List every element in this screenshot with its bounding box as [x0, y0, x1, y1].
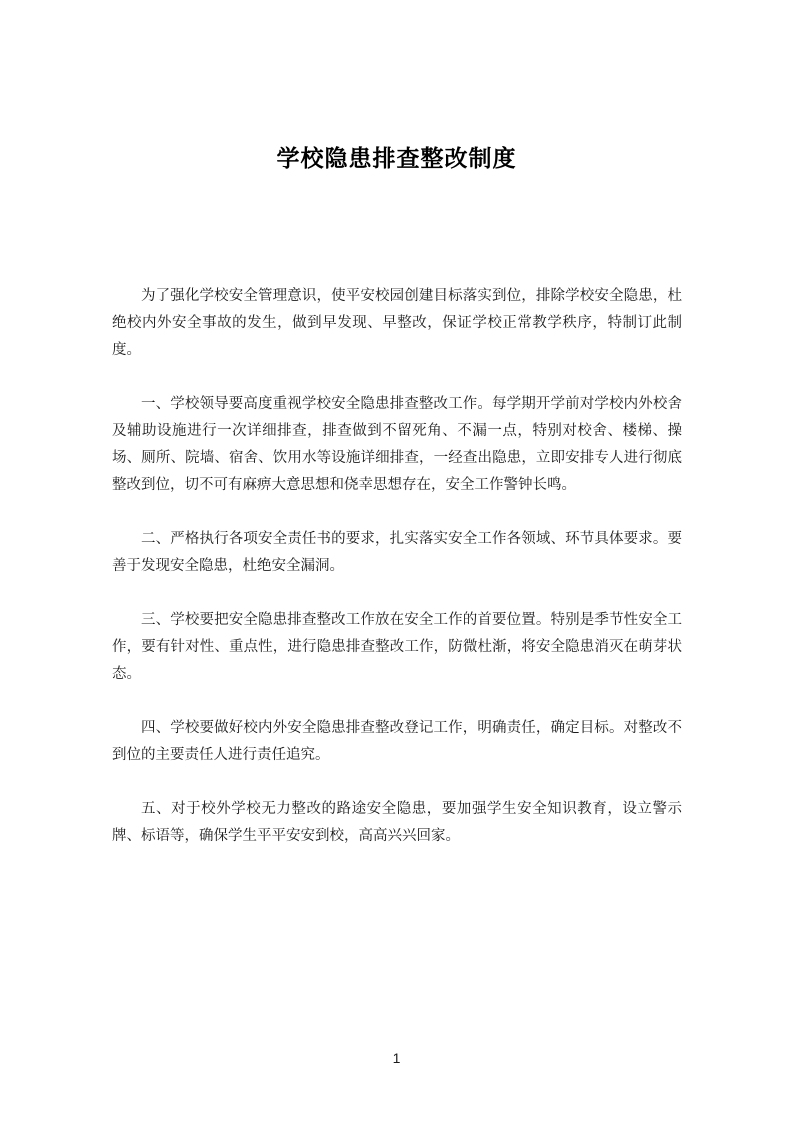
paragraph-item-1: 一、学校领导要高度重视学校安全隐患排查整改工作。每学期开学前对学校内外校舍及辅助设施进行一次详细排查，排查做到不留死角、不漏一点，特别对校舍、楼梯、操场、厕所、院墙、宿舍、饮用水等设施详细排查，一经查出隐患，立即安排专人进行彻底整改到位，切不可有麻痹大意思想和侥幸思想存在，安全工作警钟长鸣。 — [112, 396, 682, 493]
paragraph-item-4: 四、学校要做好校内外安全隐患排查整改登记工作，明确责任，确定目标。对整改不到位的主要责任人进行责任追究。 — [112, 720, 682, 763]
document-body — [112, 283, 682, 877]
paragraph-item-5: 五、对于校外学校无力整改的路途安全隐患，要加强学生安全知识教育，设立警示牌、标语等，确保学生平平安安到校，高高兴兴回家。 — [112, 801, 682, 844]
page-number: 1 — [392, 1050, 401, 1066]
paragraph-item-3: 三、学校要把安全隐患排查整改工作放在安全工作的首要位置。特别是季节性安全工作，要有针对性、重点性，进行隐患排查整改工作，防微杜渐，将安全隐患消灭在萌芽状态。 — [112, 612, 682, 682]
paragraph-item-2: 二、严格执行各项安全责任书的要求，扎实落实安全工作各领域、环节具体要求。要善于发现安全隐患，杜绝安全漏洞。 — [112, 531, 682, 574]
paragraph-intro: 为了强化学校安全管理意识，使平安校园创建目标落实到位，排除学校安全隐患，杜绝校内外安全事故的发生，做到早发现、早整改，保证学校正常教学秩序，特制订此制度。 — [112, 288, 682, 358]
document-title: 学校隐患排查整改制度 — [276, 145, 517, 171]
